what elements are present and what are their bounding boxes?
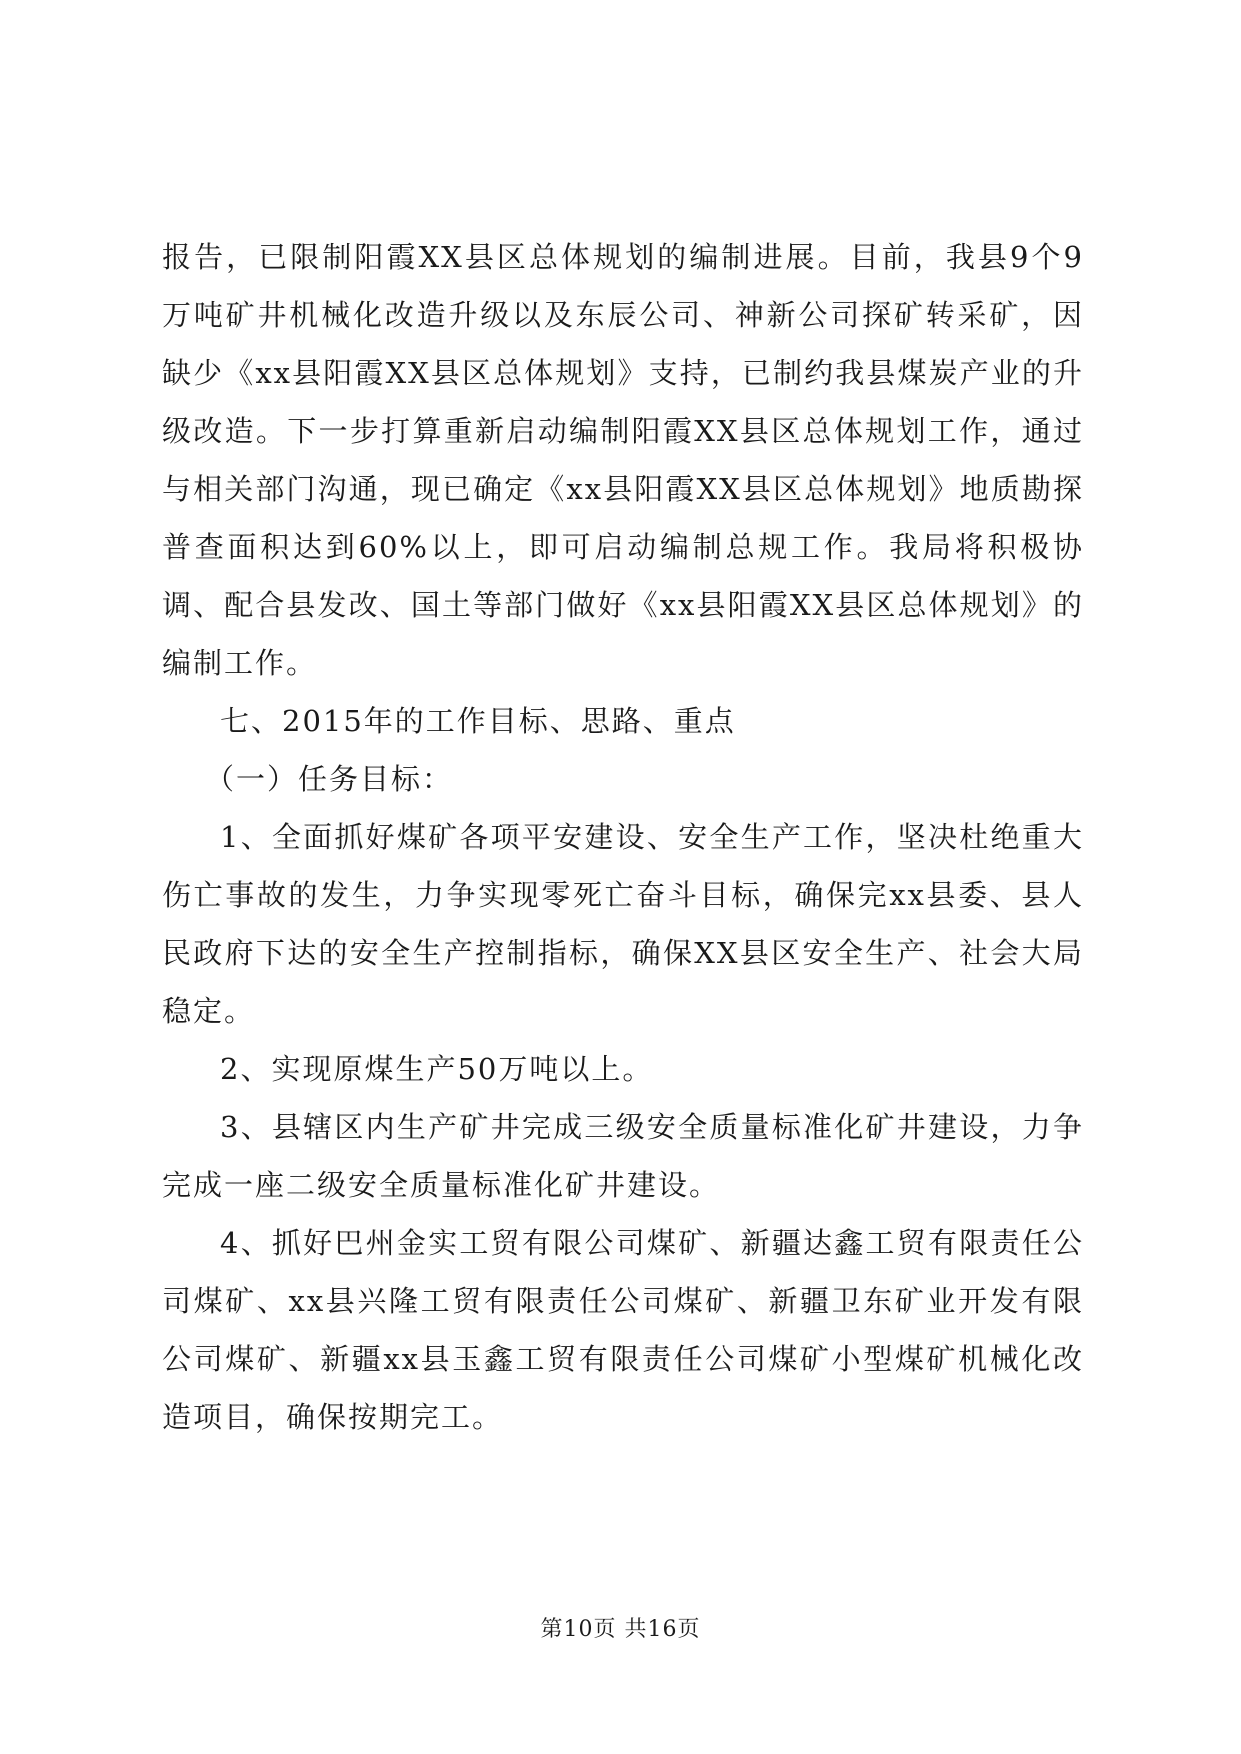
section-heading: 七、2015年的工作目标、思路、重点 bbox=[220, 704, 736, 738]
subsection-heading: （一）任务目标： bbox=[205, 762, 454, 796]
page-footer: 第10页 共16页 bbox=[540, 1617, 701, 1642]
list-item-3: 3、县辖区内生产矿井完成三级安全质量标准化矿井建设，力争完成一座二级安全质量标准化矿井建设。 bbox=[162, 1110, 1084, 1202]
paragraph-continuation: 报告，已限制阳霞XX县区总体规划的编制进展。目前，我县9个9万吨矿井机械化改造升级以及东辰公司、神新公司探矿转采矿，因缺少《xx县阳霞XX县区总体规划》支持，已制约我县煤炭产业的升级改造。下一步打算重新启动编制阳霞XX县区总体规划工作，通过与相关部门沟通，现已确定《xx县阳霞XX县区总体规划》地质勘探普查面积达到60%以上，即可启动编制总规工作。我局将积极协调、配合县发改、国土等部门做好《xx县阳霞XX县区总体规划》的编制工作。 bbox=[162, 240, 1084, 680]
document-body bbox=[162, 228, 1084, 1446]
list-item-1: 1、全面抓好煤矿各项平安建设、安全生产工作，坚决杜绝重大伤亡事故的发生，力争实现零死亡奋斗目标，确保完xx县委、县人民政府下达的安全生产控制指标，确保XX县区安全生产、社会大局稳定。 bbox=[162, 820, 1084, 1028]
list-item-4: 4、抓好巴州金实工贸有限公司煤矿、新疆达鑫工贸有限责任公司煤矿、xx县兴隆工贸有限责任公司煤矿、新疆卫东矿业开发有限公司煤矿、新疆xx县玉鑫工贸有限责任公司煤矿小型煤矿机械化改造项目，确保按期完工。 bbox=[162, 1226, 1084, 1434]
list-item-2: 2、实现原煤生产50万吨以上。 bbox=[220, 1052, 654, 1086]
